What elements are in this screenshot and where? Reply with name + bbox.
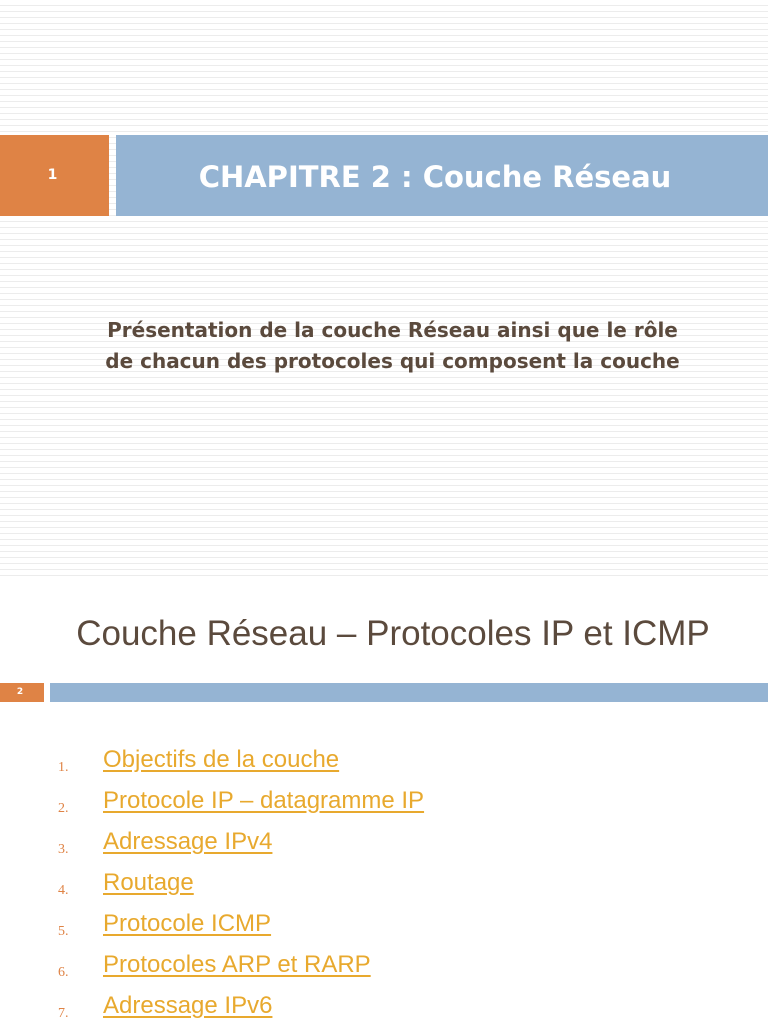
slide-title: Couche Réseau – Protocoles IP et ICMP [76, 614, 710, 653]
list-item-number: 5. [58, 924, 69, 939]
list-item [0, 869, 768, 910]
slide-title: CHAPITRE 2 : Couche Réseau [198, 160, 672, 194]
list-item-number: 2. [58, 801, 69, 816]
outline-link-adressage-ipv4[interactable]: Adressage IPv4 [103, 828, 273, 855]
list-item-number: 4. [58, 883, 69, 898]
outline-list [0, 746, 768, 1024]
outline-link-arp-rarp[interactable]: Protocoles ARP et RARP [103, 951, 371, 978]
slide-number-box [0, 135, 109, 216]
outline-link-protocole-icmp[interactable]: Protocole ICMP [103, 910, 272, 937]
list-item [0, 992, 768, 1024]
list-item-number: 3. [58, 842, 69, 857]
list-item-number: 6. [58, 965, 69, 980]
slide-number: 2 [16, 687, 24, 697]
list-item [0, 951, 768, 992]
list-item [0, 787, 768, 828]
outline-link-routage[interactable]: Routage [103, 869, 194, 896]
title-banner [116, 135, 768, 216]
list-item [0, 828, 768, 869]
outline-link-objectifs[interactable]: Objectifs de la couche [103, 746, 340, 773]
slide-subtitle: Présentation de la couche Réseau ainsi que le rôle de chacun des protocoles qui composent la couche [105, 318, 680, 373]
slide-number: 1 [47, 167, 58, 183]
list-item [0, 910, 768, 951]
slide-2 [0, 576, 768, 1024]
list-item-number: 7. [58, 1006, 69, 1021]
slide-number-box [0, 683, 44, 702]
list-item [0, 746, 768, 787]
list-item-number: 1. [58, 760, 69, 775]
outline-link-adressage-ipv6[interactable]: Adressage IPv6 [103, 992, 273, 1019]
title-divider-bar [50, 683, 768, 702]
outline-link-protocole-ip[interactable]: Protocole IP – datagramme IP [103, 787, 425, 814]
